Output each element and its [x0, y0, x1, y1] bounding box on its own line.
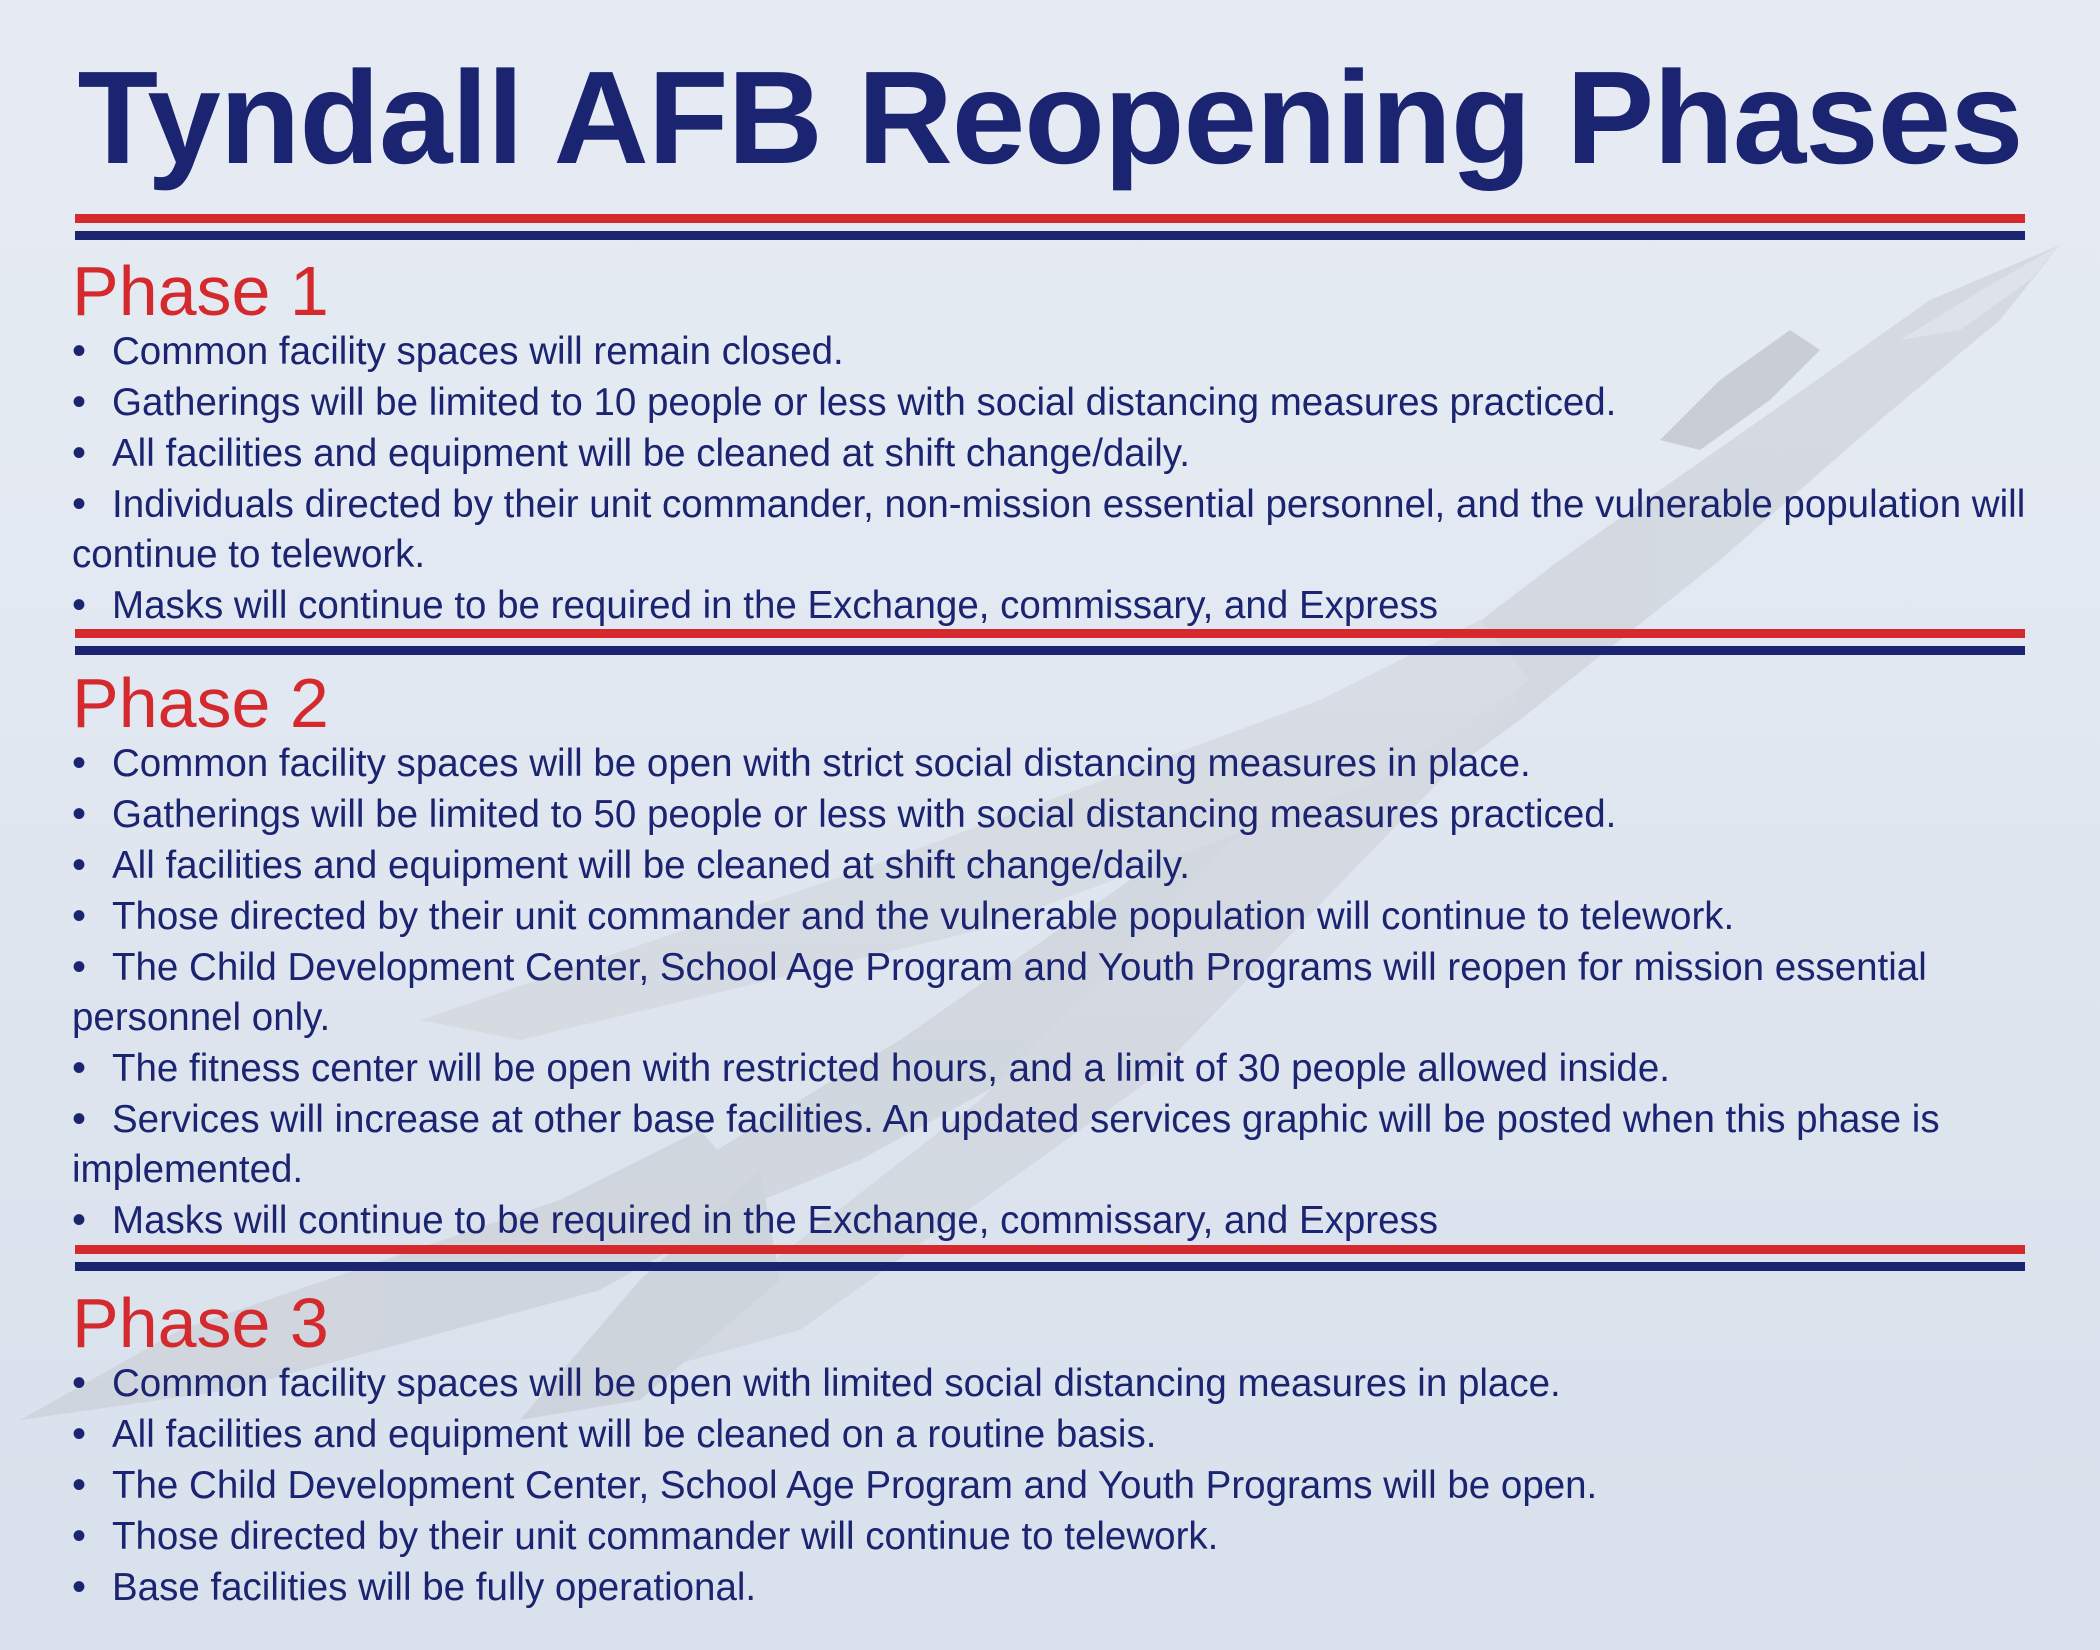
section-divider [75, 1245, 2025, 1273]
phase-2-heading: Phase 2 [72, 664, 329, 742]
list-item: • Gatherings will be limited to 10 people or less with social distancing measures practiced. [72, 377, 2032, 428]
list-item: • All facilities and equipment will be cleaned at shift change/daily. [72, 840, 2032, 891]
phase-1-heading: Phase 1 [72, 252, 329, 330]
phase-1-section [72, 252, 2032, 631]
divider-blue-stripe [75, 646, 2025, 655]
phase-3-section [72, 1284, 2032, 1613]
list-item: • Masks will continue to be required in the Exchange, commissary, and Express [72, 1195, 2032, 1246]
phase-3-heading: Phase 3 [72, 1284, 329, 1362]
list-item: • Masks will continue to be required in the Exchange, commissary, and Express [72, 580, 2032, 631]
list-item: • All facilities and equipment will be cleaned at shift change/daily. [72, 428, 2032, 479]
list-item: • Common facility spaces will remain closed. [72, 326, 2032, 377]
list-item: • The Child Development Center, School Age Program and Youth Programs will be open. [72, 1460, 2032, 1511]
list-item: • Gatherings will be limited to 50 people or less with social distancing measures practiced. [72, 789, 2032, 840]
divider-red-stripe [75, 214, 2025, 223]
divider-blue-stripe [75, 231, 2025, 240]
list-item: • The Child Development Center, School Age Program and Youth Programs will reopen for mission essential personnel only. [72, 942, 2032, 1043]
list-item: • Those directed by their unit commander and the vulnerable population will continue to telework. [72, 891, 2032, 942]
phase-1-list [72, 326, 2032, 631]
divider-red-stripe [75, 629, 2025, 638]
list-item: • Those directed by their unit commander will continue to telework. [72, 1511, 2032, 1562]
list-item: • Base facilities will be fully operational. [72, 1562, 2032, 1613]
page-title: Tyndall AFB Reopening Phases [77, 44, 2023, 191]
list-item: • Services will increase at other base facilities. An updated services graphic will be posted when this phase is implemented. [72, 1094, 2032, 1195]
list-item: • The fitness center will be open with restricted hours, and a limit of 30 people allowed inside. [72, 1043, 2032, 1094]
list-item: • Individuals directed by their unit commander, non-mission essential personnel, and the vulnerable population will continue to telework. [72, 479, 2032, 580]
list-item: • All facilities and equipment will be cleaned on a routine basis. [72, 1409, 2032, 1460]
section-divider [75, 214, 2025, 242]
divider-red-stripe [75, 1245, 2025, 1254]
phase-2-section [72, 664, 2032, 1246]
section-divider [75, 629, 2025, 657]
list-item: • Common facility spaces will be open with limited social distancing measures in place. [72, 1358, 2032, 1409]
list-item: • Common facility spaces will be open with strict social distancing measures in place. [72, 738, 2032, 789]
phase-3-list [72, 1358, 2032, 1613]
phase-2-list [72, 738, 2032, 1246]
divider-blue-stripe [75, 1262, 2025, 1271]
